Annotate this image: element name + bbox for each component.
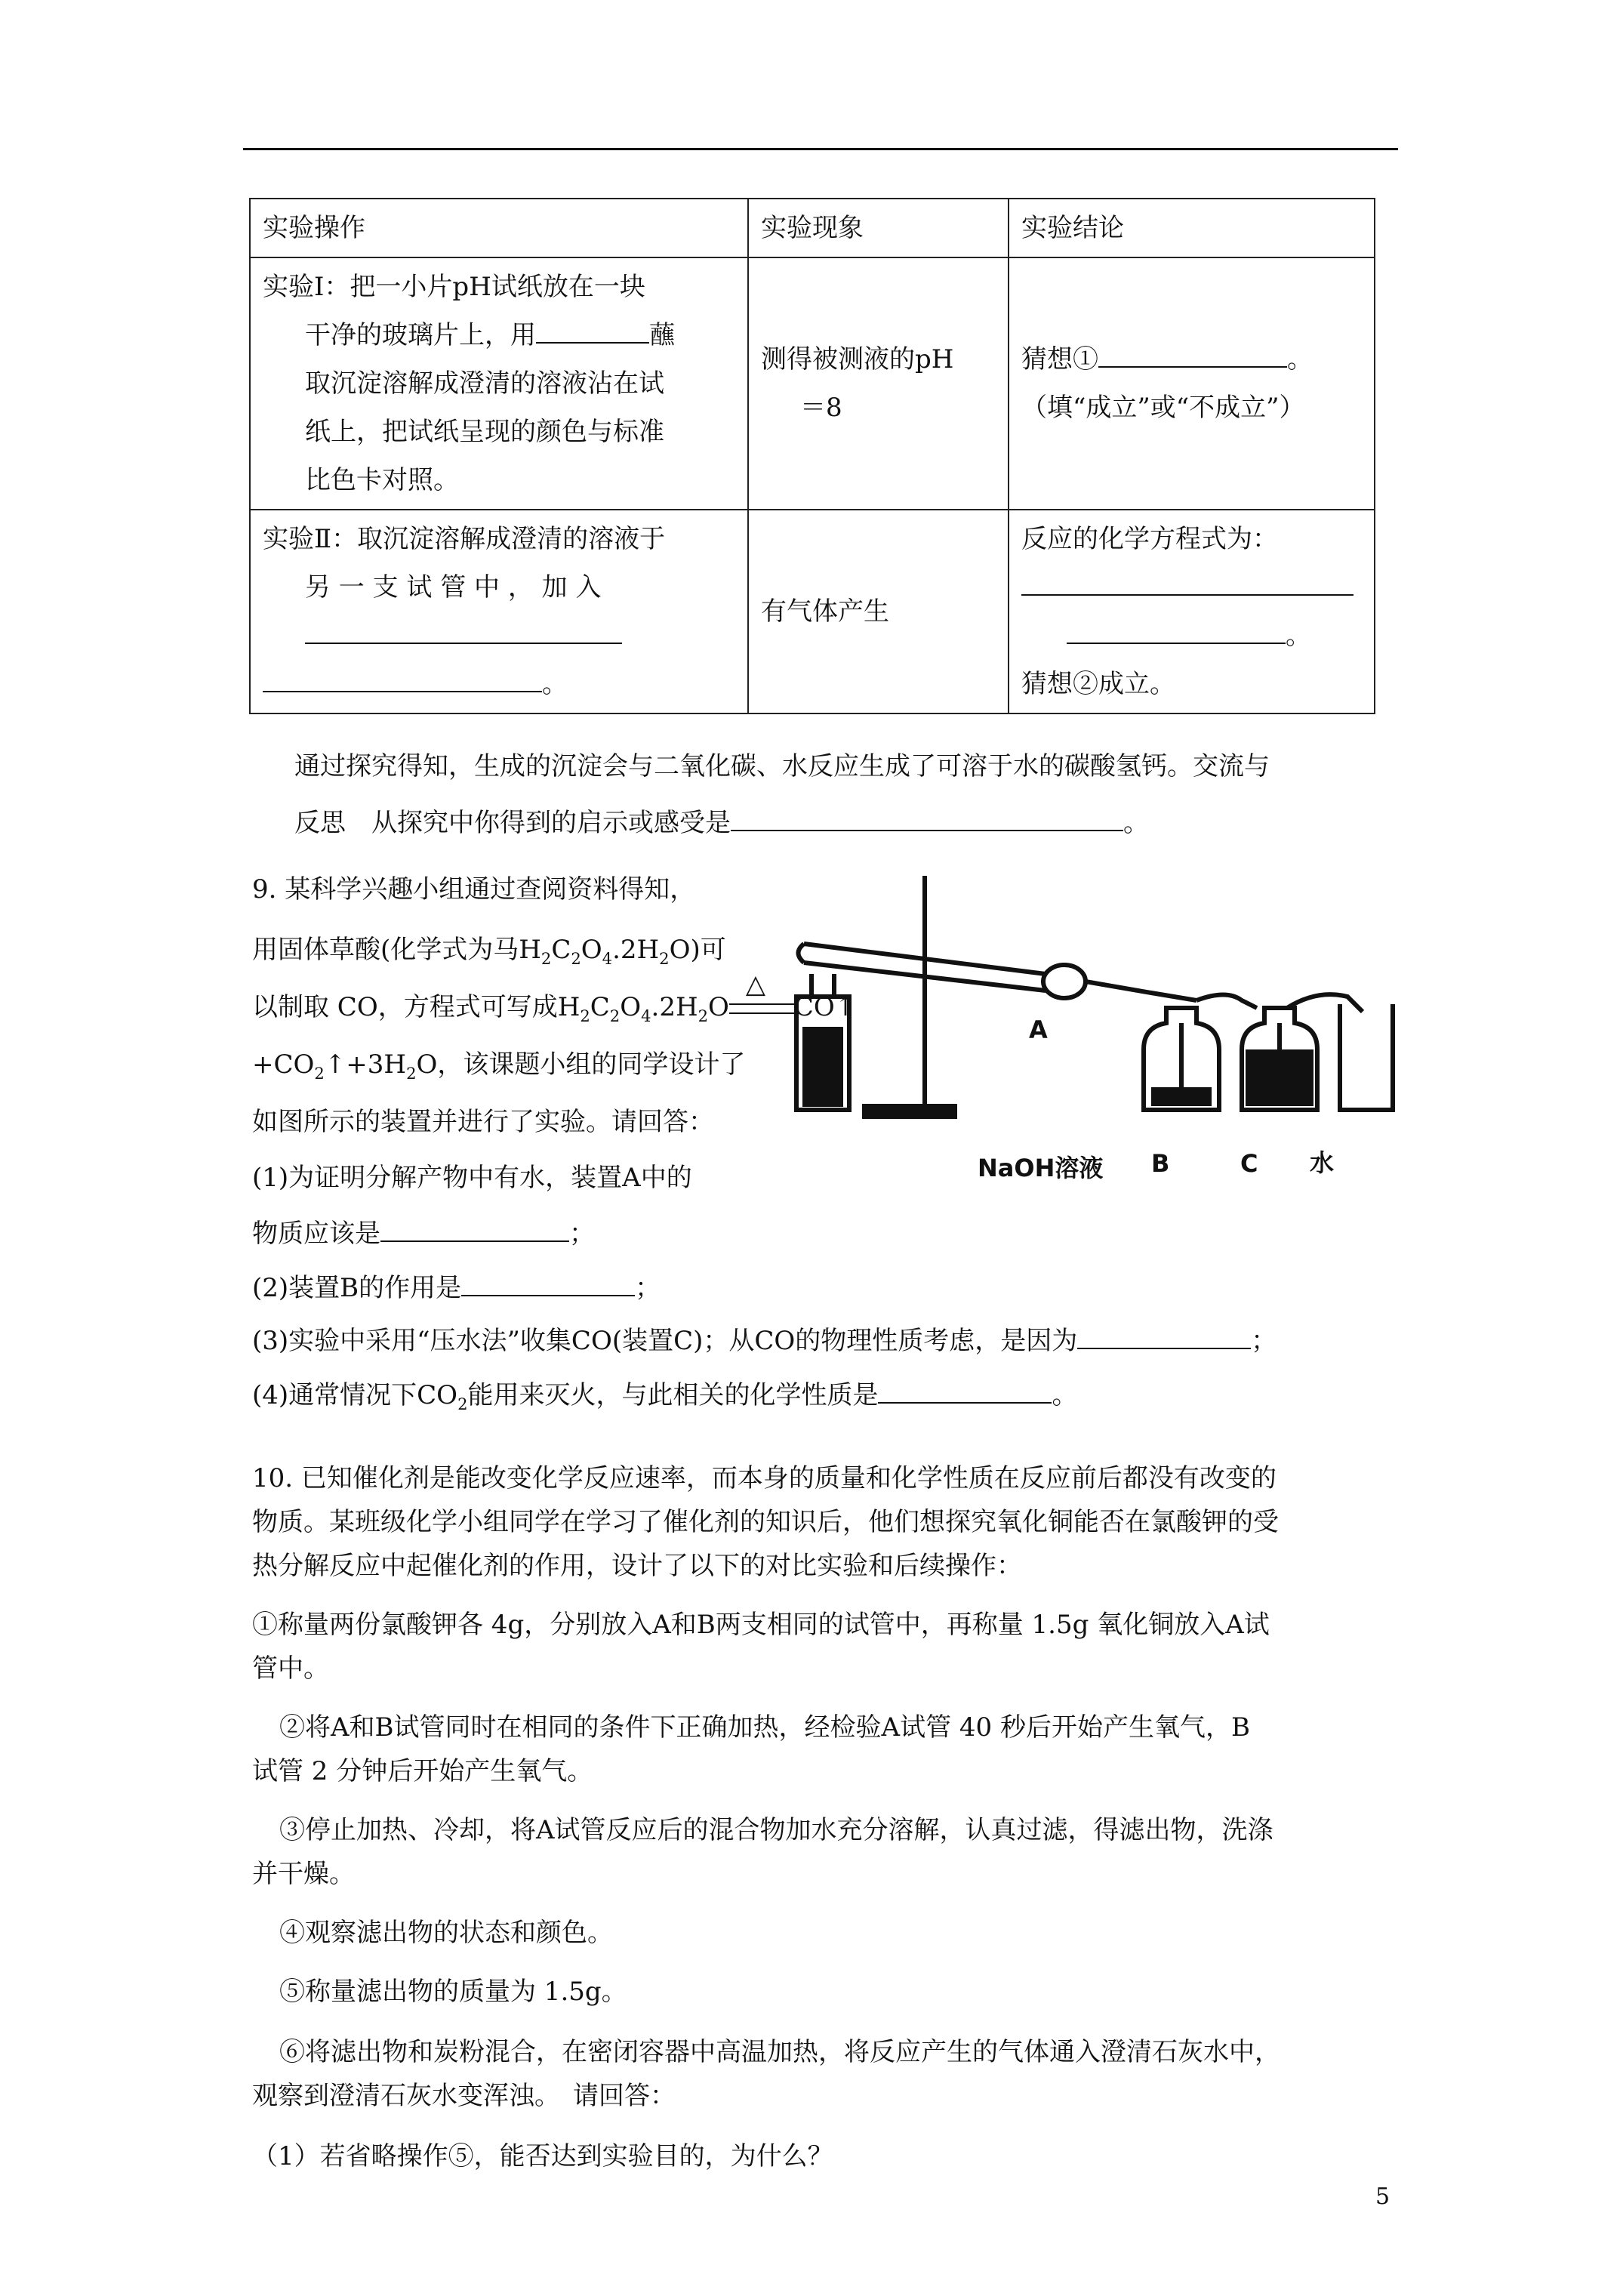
summary-line-1: 通过探究得知，生成的沉淀会与二氧化碳、水反应生成了可溶于水的碳酸氢钙。交流与: [294, 751, 1270, 781]
q9-part-4: (4)通常情况下$CO_2$能用来灭火，与此相关的化学性质是 。: [252, 1373, 1077, 1427]
answer-blank[interactable]: [878, 1376, 1052, 1404]
q10-question-1: （1）若省略操作⑤，能否达到实验目的，为什么？: [252, 2141, 833, 2171]
answer-blank[interactable]: [1077, 1322, 1251, 1349]
q9-part-3: (3)实验中采用“压水法”收集CO(装置C)；从CO的物理性质考虑，是因为 ；: [252, 1318, 1277, 1364]
header-operation: 实验操作: [250, 199, 748, 257]
q10-step-1a: ①称量两份氯酸钾各 4g，分别放入A和B两支相同的试管中，再称量 1.5g 氧化铜放入A试: [252, 1610, 1270, 1640]
q9-line-5: 如图所示的装置并进行了实验。请回答：: [252, 1107, 714, 1137]
row2-conclusion: 反应的化学方程式为： 。 猜想②成立。: [1009, 510, 1375, 713]
answer-blank[interactable]: [1098, 341, 1287, 368]
reflection-line: 反思 从探究中你得到的启示或感受是 。: [294, 800, 1149, 846]
q9-line-3: 以制取 CO，方程式可写成$H_2C_2O_4.2H_2O$ △ CO↑: [252, 985, 856, 1039]
label-water: 水: [1310, 1148, 1335, 1177]
q10-step-2a: ②将A和B试管同时在相同的条件下正确加热，经检验A试管 40 秒后开始产生氧气，B: [279, 1712, 1250, 1743]
answer-blank[interactable]: [1021, 569, 1354, 596]
page-number: 5: [1375, 2184, 1390, 2210]
row1-phenomenon: 测得被测液的pH ＝8: [748, 257, 1009, 510]
q10-line-1: 10. 已知催化剂是能改变化学反应速率，而本身的质量和化学性质在反应前后都没有改变的: [252, 1463, 1277, 1493]
q10-step-3b: 并干燥。: [252, 1859, 355, 1889]
label-a: A: [1029, 1015, 1048, 1044]
header-phenomenon: 实验现象: [748, 199, 1009, 257]
row2-phenomenon: 有气体产生: [748, 510, 1009, 713]
table-header-row: [250, 199, 1375, 257]
q9-part-2: (2)装置B的作用是 ；: [252, 1265, 661, 1311]
table-row: [250, 510, 1375, 713]
q10-step-4: ④观察滤出物的状态和颜色。: [279, 1918, 613, 1948]
row1-conclusion: 猜想① 。 （填“成立”或“不成立”）: [1009, 257, 1375, 510]
answer-blank[interactable]: [731, 804, 1123, 831]
q10-line-3: 热分解反应中起催化剂的作用，设计了以下的对比实验和后续操作：: [252, 1551, 1022, 1581]
table-row: [250, 257, 1375, 510]
q10-step-2b: 试管 2 分钟后开始产生氧气。: [252, 1756, 593, 1786]
q9-line-1: 9. 某科学兴趣小组通过查阅资料得知，: [252, 874, 696, 905]
answer-blank[interactable]: [461, 1269, 635, 1296]
header-rule: [243, 148, 1398, 150]
header-conclusion: 实验结论: [1009, 199, 1375, 257]
q10-step-6b: 观察到澄清石灰水变浑浊。 请回答：: [252, 2081, 676, 2111]
label-c: C: [1240, 1149, 1258, 1178]
q10-step-1b: 管中。: [252, 1653, 329, 1684]
label-b: B: [1151, 1149, 1170, 1178]
answer-blank[interactable]: [1067, 617, 1286, 644]
q9-part-1a: (1)为证明分解产物中有水，装置A中的: [252, 1163, 692, 1193]
label-naoh: NaOH溶液: [978, 1154, 1104, 1182]
answer-blank[interactable]: [263, 665, 542, 692]
q10-step-3a: ③停止加热、冷却，将A试管反应后的混合物加水充分溶解，认真过滤，得滤出物，洗涤: [279, 1815, 1273, 1845]
answer-blank[interactable]: [305, 617, 622, 644]
q9-line-4: $+CO_2↑+3H_2O$，该课题小组的同学设计了: [252, 1049, 746, 1083]
apparatus-figure: [789, 861, 1408, 1208]
row1-operation: 实验Ⅰ：把一小片pH试纸放在一块 干净的玻璃片上，用 蘸 取沉淀溶解成澄清的溶液沾在试 纸上，把试纸呈现的颜色与标准 比色卡对照。: [250, 257, 748, 510]
q10-step-6a: ⑥将滤出物和炭粉混合，在密闭容器中高温加热，将反应产生的气体通入澄清石灰水中，: [279, 2037, 1280, 2067]
q10-line-2: 物质。某班级化学小组同学在学习了催化剂的知识后，他们想探究氧化铜能否在氯酸钾的受: [252, 1507, 1279, 1537]
experiment-table: [249, 198, 1375, 714]
q10-step-5: ⑤称量滤出物的质量为 1.5g。: [279, 1977, 627, 2007]
answer-blank[interactable]: [380, 1215, 569, 1242]
answer-blank[interactable]: [536, 316, 649, 344]
row2-operation: 实验Ⅱ：取沉淀溶解成澄清的溶液于 另 一 支 试 管 中 ， 加 入 。: [250, 510, 748, 713]
heat-equals-sign: △: [729, 985, 794, 1030]
q9-part-1b: 物质应该是 ；: [252, 1211, 595, 1256]
q9-line-2: 用固体草酸(化学式为马$H_2C_2O_4.2H_2O$)可: [252, 935, 726, 968]
